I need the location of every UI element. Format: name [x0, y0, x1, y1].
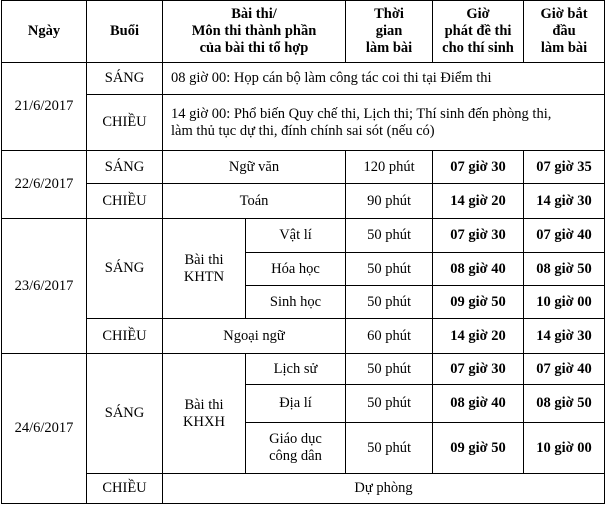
duration-cell: 50 phút	[346, 253, 433, 286]
date-cell: 24/6/2017	[2, 354, 87, 504]
table-row	[2, 63, 605, 95]
header-bai-thi: Bài thi/ Môn thi thành phần của bài thi tổ hợp	[163, 1, 346, 63]
header-buoi: Buổi	[87, 1, 163, 63]
date-cell: 21/6/2017	[2, 63, 87, 151]
table-row	[2, 474, 605, 504]
date-cell: 22/6/2017	[2, 151, 87, 219]
table-row	[2, 219, 605, 253]
distribution-time-cell: 07 giờ 30	[433, 219, 524, 253]
subject-cell: Ngữ văn	[163, 151, 346, 184]
table-row	[2, 95, 605, 151]
session-cell: CHIỀU	[87, 95, 163, 151]
start-time-cell: 10 giờ 00	[524, 286, 605, 319]
header-gio-bat-dau: Giờ bắt đầu làm bài	[524, 1, 605, 63]
start-time-cell: 14 giờ 30	[524, 184, 605, 219]
duration-cell: 50 phút	[346, 423, 433, 474]
subject-cell: Vật lí	[246, 219, 346, 253]
start-time-cell: 07 giờ 35	[524, 151, 605, 184]
group-cell: Bài thi KHXH	[163, 354, 246, 474]
session-cell: CHIỀU	[87, 184, 163, 219]
distribution-time-cell: 07 giờ 30	[433, 354, 524, 385]
session-cell: SÁNG	[87, 219, 163, 319]
header-row	[2, 1, 605, 63]
note-cell: 08 giờ 00: Họp cán bộ làm công tác coi thi tại Điểm thi	[163, 63, 605, 95]
duration-cell: 50 phút	[346, 286, 433, 319]
duration-cell: 50 phút	[346, 354, 433, 385]
session-cell: SÁNG	[87, 354, 163, 474]
distribution-time-cell: 08 giờ 40	[433, 385, 524, 423]
subject-cell: Hóa học	[246, 253, 346, 286]
distribution-time-cell: 14 giờ 20	[433, 184, 524, 219]
session-cell: CHIỀU	[87, 319, 163, 354]
distribution-time-cell: 09 giờ 50	[433, 286, 524, 319]
duration-cell: 60 phút	[346, 319, 433, 354]
table-row	[2, 151, 605, 184]
start-time-cell: 08 giờ 50	[524, 253, 605, 286]
start-time-cell: 08 giờ 50	[524, 385, 605, 423]
subject-cell: Sinh học	[246, 286, 346, 319]
distribution-time-cell: 09 giờ 50	[433, 423, 524, 474]
distribution-time-cell: 14 giờ 20	[433, 319, 524, 354]
note-cell: 14 giờ 00: Phổ biến Quy chế thi, Lịch thi; Thí sinh đến phòng thi, làm thủ tục dự thi, đính chính sai sót (nếu có)	[163, 95, 605, 151]
subject-cell: Giáo dục công dân	[246, 423, 346, 474]
header-gio-phat-de: Giờ phát đề thi cho thí sinh	[433, 1, 524, 63]
exam-schedule-table	[1, 0, 605, 504]
duration-cell: 120 phút	[346, 151, 433, 184]
header-ngay: Ngày	[2, 1, 87, 63]
table-row	[2, 319, 605, 354]
duration-cell: 50 phút	[346, 219, 433, 253]
table-row	[2, 354, 605, 385]
start-time-cell: 10 giờ 00	[524, 423, 605, 474]
date-cell: 23/6/2017	[2, 219, 87, 354]
subject-cell: Toán	[163, 184, 346, 219]
header-thoi-gian: Thời gian làm bài	[346, 1, 433, 63]
duration-cell: 90 phút	[346, 184, 433, 219]
subject-cell: Lịch sử	[246, 354, 346, 385]
note-cell: Dự phòng	[163, 474, 605, 504]
session-cell: SÁNG	[87, 63, 163, 95]
start-time-cell: 07 giờ 40	[524, 219, 605, 253]
group-cell: Bài thi KHTN	[163, 219, 246, 319]
distribution-time-cell: 08 giờ 40	[433, 253, 524, 286]
table-row	[2, 184, 605, 219]
session-cell: SÁNG	[87, 151, 163, 184]
subject-cell: Ngoại ngữ	[163, 319, 346, 354]
duration-cell: 50 phút	[346, 385, 433, 423]
subject-cell: Địa lí	[246, 385, 346, 423]
start-time-cell: 07 giờ 40	[524, 354, 605, 385]
distribution-time-cell: 07 giờ 30	[433, 151, 524, 184]
session-cell: CHIỀU	[87, 474, 163, 504]
start-time-cell: 14 giờ 30	[524, 319, 605, 354]
